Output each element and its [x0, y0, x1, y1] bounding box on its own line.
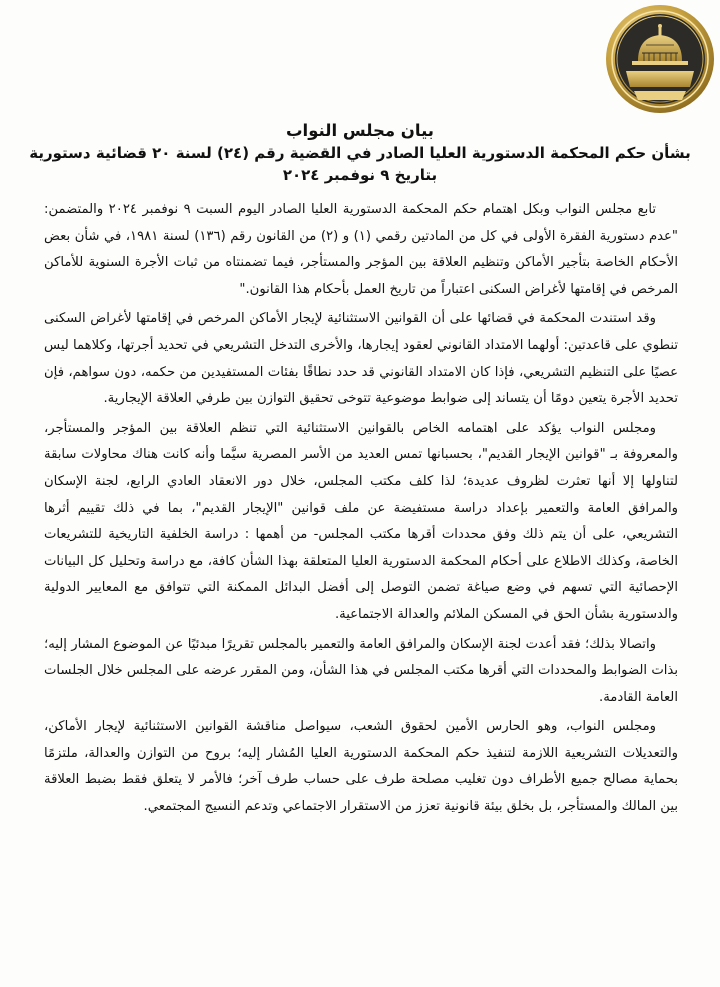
statement-title: بيان مجلس النواب: [285, 121, 435, 140]
parliament-dome-icon: [604, 3, 716, 115]
paragraph: ومجلس النواب، وهو الحارس الأمين لحقوق الشعب، سيواصل مناقشة القوانين الاستثنائية لإيجار الأماكن، والتعديلات التشريعية اللازمة لتنفيذ حكم المحكمة الدستورية العليا المُشار إليه؛ بروح من التوازن والعدالة، ملتزمًا بحماية مصالح جميع الأطراف دون تغليب مصلحة طرف على حساب طرف آخر؛ فالأمر لا يتعلق فقط بضبط العلاقة بين المالك والمستأجر، بل بخلق بيئة قانونية تعزز من الاستقرار الاجتماعي وتدعم النسيج المجتمعي.: [44, 719, 678, 815]
statement-date: بتاريخ ٩ نوفمبر ٢٠٢٤: [282, 166, 438, 184]
statement-headings: [0, 120, 720, 186]
paragraph: وقد استندت المحكمة في قضائها على أن القوانين الاستثنائية لإيجار الأماكن المرخص في إقامتها لأغراض السكنى تنطوي على قاعدتين: أولهما الامتداد القانوني لعقود إيجارها، والأخرى التدخل التشريعي في تحديد أجرتها، وكلاهما ليس عصيًا على التنظيم التشريعي، فإذا كان الامتداد القانوني قد حدد نطاقًا بفئات المستفيدين من حكمه، دون سواهم، فإن تحديد الأجرة يتعين دومًا أن يتساند إلى ضوابط موضوعية تتوخى تحقيق التوازن بين طرفي العلاقة الإيجارية.: [44, 311, 678, 407]
statement-body: [44, 197, 678, 821]
parliament-logo-seal: [604, 3, 716, 115]
paragraph: تابع مجلس النواب وبكل اهتمام حكم المحكمة الدستورية العليا الصادر اليوم السبت ٩ نوفمبر ٢٠٢٤ والمتضمن: "عدم دستورية الفقرة الأولى في كل من المادتين رقمي (١) و (٢) من القانون رقم (١٣٦) لسنة ١٩٨١، في شأن بعض الأحكام الخاصة بتأجير الأماكن وتنظيم العلاقة بين المؤجر والمستأجر، فيما تضمنتاه من ثبات الأجرة السنوية للأماكن المرخص في إقامتها لأغراض السكنى اعتباراً من تاريخ العمل بأحكام هذا القانون.": [44, 202, 678, 297]
paragraph: ومجلس النواب يؤكد على اهتمامه الخاص بالقوانين الاستثنائية التي تنظم العلاقة بين المؤجر والمستأجر، والمعروفة بـ "قوانين الإيجار القديم"، بحسبانها تمس العديد من الأسر المصرية سيَّما وأنه كانت هناك محاولات سابقة لتناولها إلا أنها تعثرت لظروف عديدة؛ لذا كلف مكتب المجلس، خلال دور الانعقاد العادي الرابع، لجنة الإسكان والمرافق العامة والتعمير بإعداد دراسة مستفيضة عن ملف قوانين "الإيجار القديم"، بما في ذلك تقييم أثرها التشريعي، على أن يتم ذلك وفق محددات أقرها مكتب المجلس- من أهمها : دراسة الخلفية التاريخية للتشريعات الخاصة، وكذلك الاطلاع على أحكام المحكمة الدستورية العليا المتعلقة بهذا الشأن كافة، مع دراسة وتحليل كل البيانات الإحصائية التي تسهم في وضع صياغة تضمن التوصل إلى أفضل البدائل الممكنة التي تتوافق مع المعايير الدولية والدستورية بشأن الحق في المسكن الملائم والعدالة الاجتماعية.: [44, 420, 678, 622]
paragraph: واتصالا بذلك؛ فقد أعدت لجنة الإسكان والمرافق العامة والتعمير بالمجلس تقريرًا مبدئيًا عن الموضوع المشار إليه؛ بذات الضوابط والمحددات التي أقرها مكتب المجلس في هذا الشأن، ومن المقرر عرضه على المجلس خلال الجلسات العامة القادمة.: [44, 636, 678, 705]
statement-subtitle: بشأن حكم المحكمة الدستورية العليا الصادر في القضية رقم (٢٤) لسنة ٢٠ قضائية دستورية: [29, 144, 691, 162]
